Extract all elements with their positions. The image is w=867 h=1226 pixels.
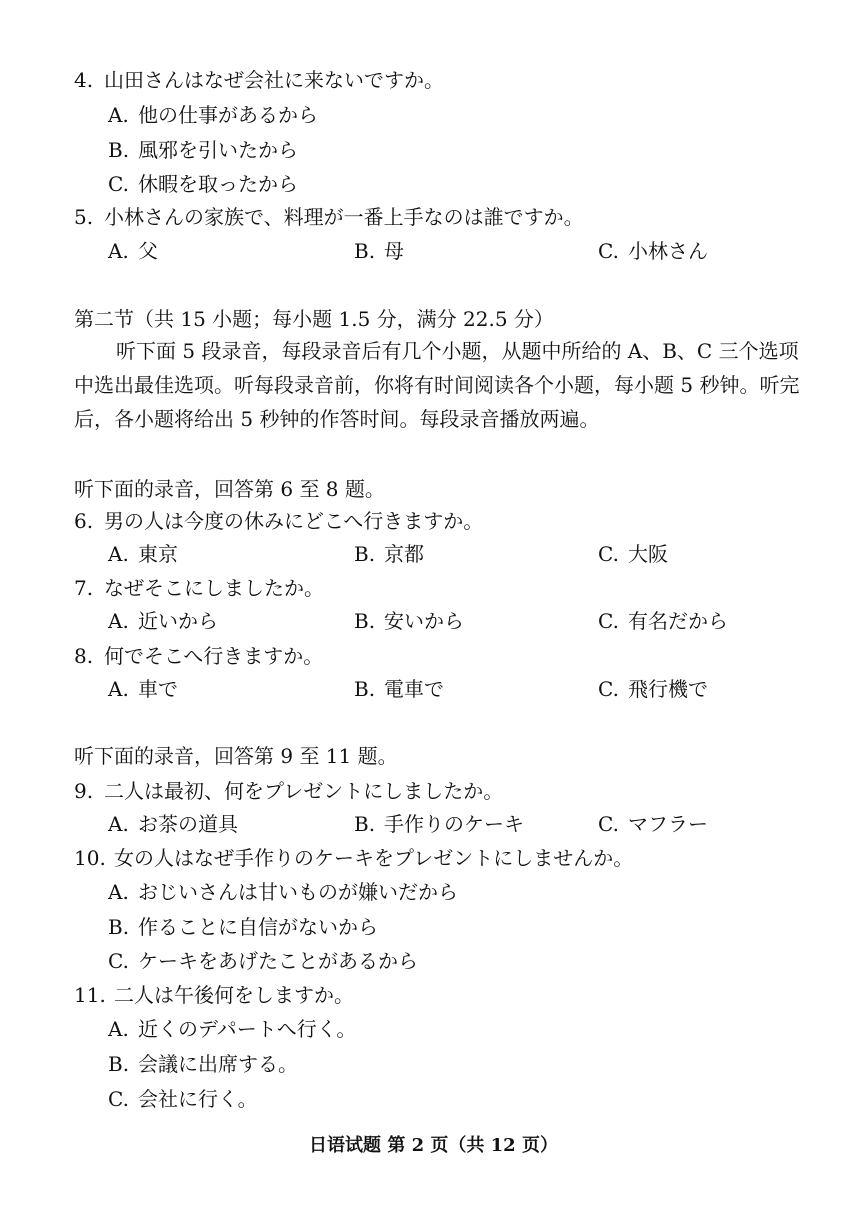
option-letter: C. bbox=[108, 1087, 129, 1111]
option-text: 安いから bbox=[384, 609, 464, 633]
option-letter: B. bbox=[354, 812, 376, 836]
group-instruction: 听下面的录音，回答第 9 至 11 题。 bbox=[74, 744, 398, 768]
question-4 bbox=[74, 70, 444, 90]
option-letter: C. bbox=[108, 172, 129, 196]
option-letter: C. bbox=[598, 812, 619, 836]
question-5 bbox=[74, 207, 584, 227]
option-letter: B. bbox=[108, 138, 130, 162]
question-text: 山田さんはなぜ会社に来ないですか。 bbox=[104, 68, 444, 92]
option-c bbox=[598, 544, 668, 564]
option-letter: A. bbox=[108, 609, 129, 633]
question-text: 何でそこへ行きますか。 bbox=[104, 644, 324, 668]
option-a bbox=[108, 882, 458, 902]
option-text: 母 bbox=[384, 239, 404, 263]
option-letter: A. bbox=[108, 103, 129, 127]
question-number: 8. bbox=[74, 644, 94, 668]
option-text: 近くのデパートへ行く。 bbox=[138, 1017, 357, 1041]
option-b bbox=[354, 679, 444, 699]
option-text: お茶の道具 bbox=[138, 812, 238, 836]
option-a bbox=[108, 1019, 356, 1039]
question-text: 二人は午後何をしますか。 bbox=[114, 983, 354, 1007]
option-letter: C. bbox=[598, 609, 619, 633]
option-text: 休暇を取ったから bbox=[138, 172, 298, 196]
option-text: 小林さん bbox=[628, 239, 708, 263]
option-b bbox=[354, 544, 424, 564]
option-c bbox=[108, 174, 298, 194]
option-letter: B. bbox=[354, 677, 376, 701]
question-number: 11. bbox=[74, 983, 106, 1007]
option-text: 近いから bbox=[138, 609, 218, 633]
option-a bbox=[108, 105, 318, 125]
question-number: 4. bbox=[74, 68, 94, 92]
question-7 bbox=[74, 578, 324, 598]
option-b bbox=[108, 917, 378, 937]
option-letter: A. bbox=[108, 542, 129, 566]
option-letter: A. bbox=[108, 880, 129, 904]
option-text: 父 bbox=[138, 239, 158, 263]
option-letter: A. bbox=[108, 812, 129, 836]
question-text: 男の人は今度の休みにどこへ行きますか。 bbox=[104, 509, 484, 533]
option-b bbox=[108, 140, 298, 160]
option-text: 作ることに自信がないから bbox=[138, 915, 378, 939]
section-instructions: 听下面 5 段录音，每段录音后有几个小题，从题中所给的 A、B、C 三个选项中选出最佳选项。听每段录音前，你将有时间阅读各个小题，每小题 5 秒钟。听完后，各小题将给出 5 秒钟的作答时间。每段录音播放两遍。 bbox=[74, 339, 800, 431]
question-10 bbox=[74, 848, 633, 868]
option-letter: C. bbox=[108, 949, 129, 973]
option-text: おじいさんは甘いものが嫌いだから bbox=[138, 880, 458, 904]
question-text: 二人は最初、何をプレゼントにしましたか。 bbox=[104, 779, 504, 803]
option-text: 飛行機で bbox=[628, 677, 708, 701]
option-b bbox=[354, 241, 404, 261]
option-letter: B. bbox=[108, 1052, 130, 1076]
question-number: 10. bbox=[74, 846, 106, 870]
option-a bbox=[108, 544, 178, 564]
option-a bbox=[108, 611, 218, 631]
option-text: ケーキをあげたことがあるから bbox=[138, 949, 418, 973]
option-text: 車で bbox=[138, 677, 178, 701]
page-footer: 日语试题 第 2 页（共 12 页） bbox=[309, 1135, 558, 1156]
option-text: マフラー bbox=[628, 812, 708, 836]
option-a bbox=[108, 814, 238, 834]
option-b bbox=[354, 814, 524, 834]
option-a bbox=[108, 241, 158, 261]
option-letter: A. bbox=[108, 677, 129, 701]
question-8 bbox=[74, 646, 323, 666]
question-9 bbox=[74, 781, 503, 801]
option-c bbox=[598, 611, 728, 631]
question-text: 女の人はなぜ手作りのケーキをプレゼントにしませんか。 bbox=[114, 846, 634, 870]
option-letter: B. bbox=[354, 239, 376, 263]
option-text: 大阪 bbox=[628, 542, 668, 566]
option-b bbox=[108, 1054, 298, 1074]
question-number: 9. bbox=[74, 779, 94, 803]
option-letter: C. bbox=[598, 542, 619, 566]
option-text: 有名だから bbox=[628, 609, 728, 633]
option-c bbox=[108, 951, 418, 971]
option-letter: C. bbox=[598, 677, 619, 701]
option-text: 風邪を引いたから bbox=[138, 138, 298, 162]
question-number: 6. bbox=[74, 509, 94, 533]
option-text: 手作りのケーキ bbox=[384, 812, 524, 836]
question-11 bbox=[74, 985, 354, 1005]
option-text: 会議に出席する。 bbox=[138, 1052, 298, 1076]
option-text: 電車で bbox=[384, 677, 444, 701]
option-letter: B. bbox=[354, 542, 376, 566]
question-text: 小林さんの家族で、料理が一番上手なのは誰ですか。 bbox=[104, 205, 584, 229]
option-b bbox=[354, 611, 464, 631]
option-letter: B. bbox=[108, 915, 130, 939]
question-text: なぜそこにしましたか。 bbox=[104, 576, 324, 600]
option-c bbox=[598, 814, 708, 834]
question-number: 7. bbox=[74, 576, 94, 600]
group-instruction: 听下面的录音，回答第 6 至 8 题。 bbox=[74, 477, 385, 501]
option-text: 京都 bbox=[384, 542, 424, 566]
option-letter: A. bbox=[108, 239, 129, 263]
option-a bbox=[108, 679, 178, 699]
option-c bbox=[598, 679, 708, 699]
option-c bbox=[598, 241, 708, 261]
option-text: 会社に行く。 bbox=[138, 1087, 258, 1111]
section-heading: 第二节（共 15 小题；每小题 1.5 分，满分 22.5 分） bbox=[74, 307, 554, 331]
option-letter: B. bbox=[354, 609, 376, 633]
option-c bbox=[108, 1089, 258, 1109]
option-letter: A. bbox=[108, 1017, 129, 1041]
option-text: 他の仕事があるから bbox=[138, 103, 318, 127]
option-letter: C. bbox=[598, 239, 619, 263]
question-6 bbox=[74, 511, 483, 531]
question-number: 5. bbox=[74, 205, 94, 229]
option-text: 東京 bbox=[138, 542, 178, 566]
